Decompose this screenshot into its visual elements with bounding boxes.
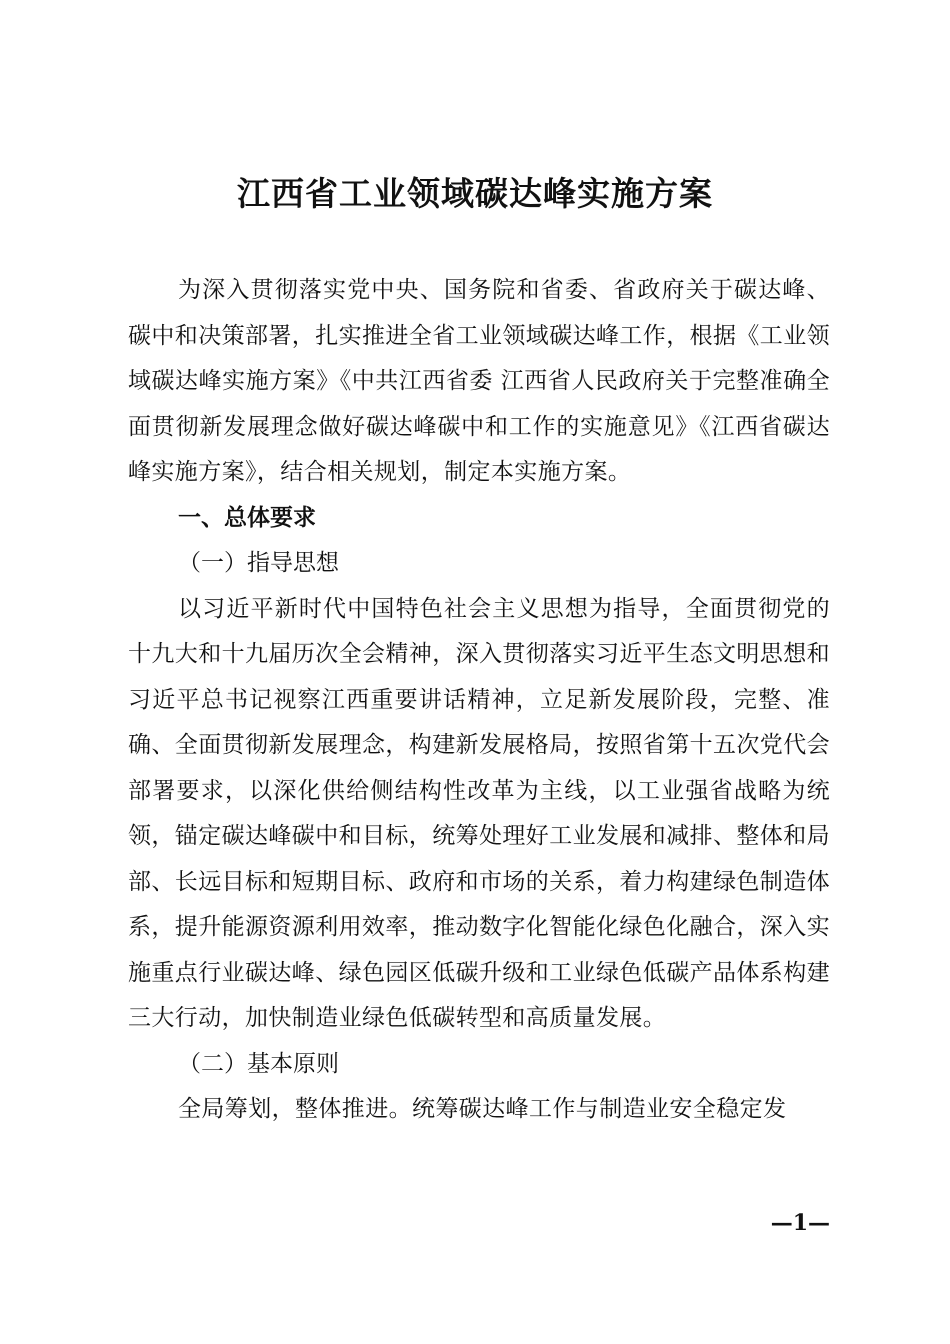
document-body: [128, 268, 830, 1133]
intro-paragraph: 为深入贯彻落实党中央、国务院和省委、省政府关于碳达峰、碳中和决策部署，扎实推进全省工业领域碳达峰工作，根据《工业领域碳达峰实施方案》《中共江西省委 江西省人民政府关于完整准确全面贯彻新发展理念做好碳达峰碳中和工作的实施意见》《江西省碳达峰实施方案》，结合相关规划，制定本实施方案。: [128, 277, 830, 485]
page-number: —1—: [770, 1210, 830, 1236]
basic-principles-paragraph: 全局筹划，整体推进。统筹碳达峰工作与制造业安全稳定发: [178, 1096, 787, 1122]
subsection-heading-basic-principles: （二）基本原则: [178, 1050, 339, 1077]
document-title: 江西省工业领域碳达峰实施方案: [237, 174, 713, 213]
subsection-heading-guiding-ideology: （一）指导思想: [178, 550, 339, 576]
section-heading-general-requirements: 一、总体要求: [178, 504, 316, 531]
guiding-ideology-paragraph: 以习近平新时代中国特色社会主义思想为指导，全面贯彻党的十九大和十九届历次全会精神，深入贯彻落实习近平生态文明思想和习近平总书记视察江西重要讲话精神，立足新发展阶段，完整、准确、全面贯彻新发展理念，构建新发展格局，按照省第十五次党代会部署要求，以深化供给侧结构性改革为主线，以工业强省战略为统领，锚定碳达峰碳中和目标，统筹处理好工业发展和减排、整体和局部、长远目标和短期目标、政府和市场的关系，着力构建绿色制造体系，提升能源资源利用效率，推动数字化智能化绿色化融合，深入实施重点行业碳达峰、绿色园区低碳升级和工业绿色低碳产品体系构建三大行动，加快制造业绿色低碳转型和高质量发展。: [128, 595, 830, 1031]
